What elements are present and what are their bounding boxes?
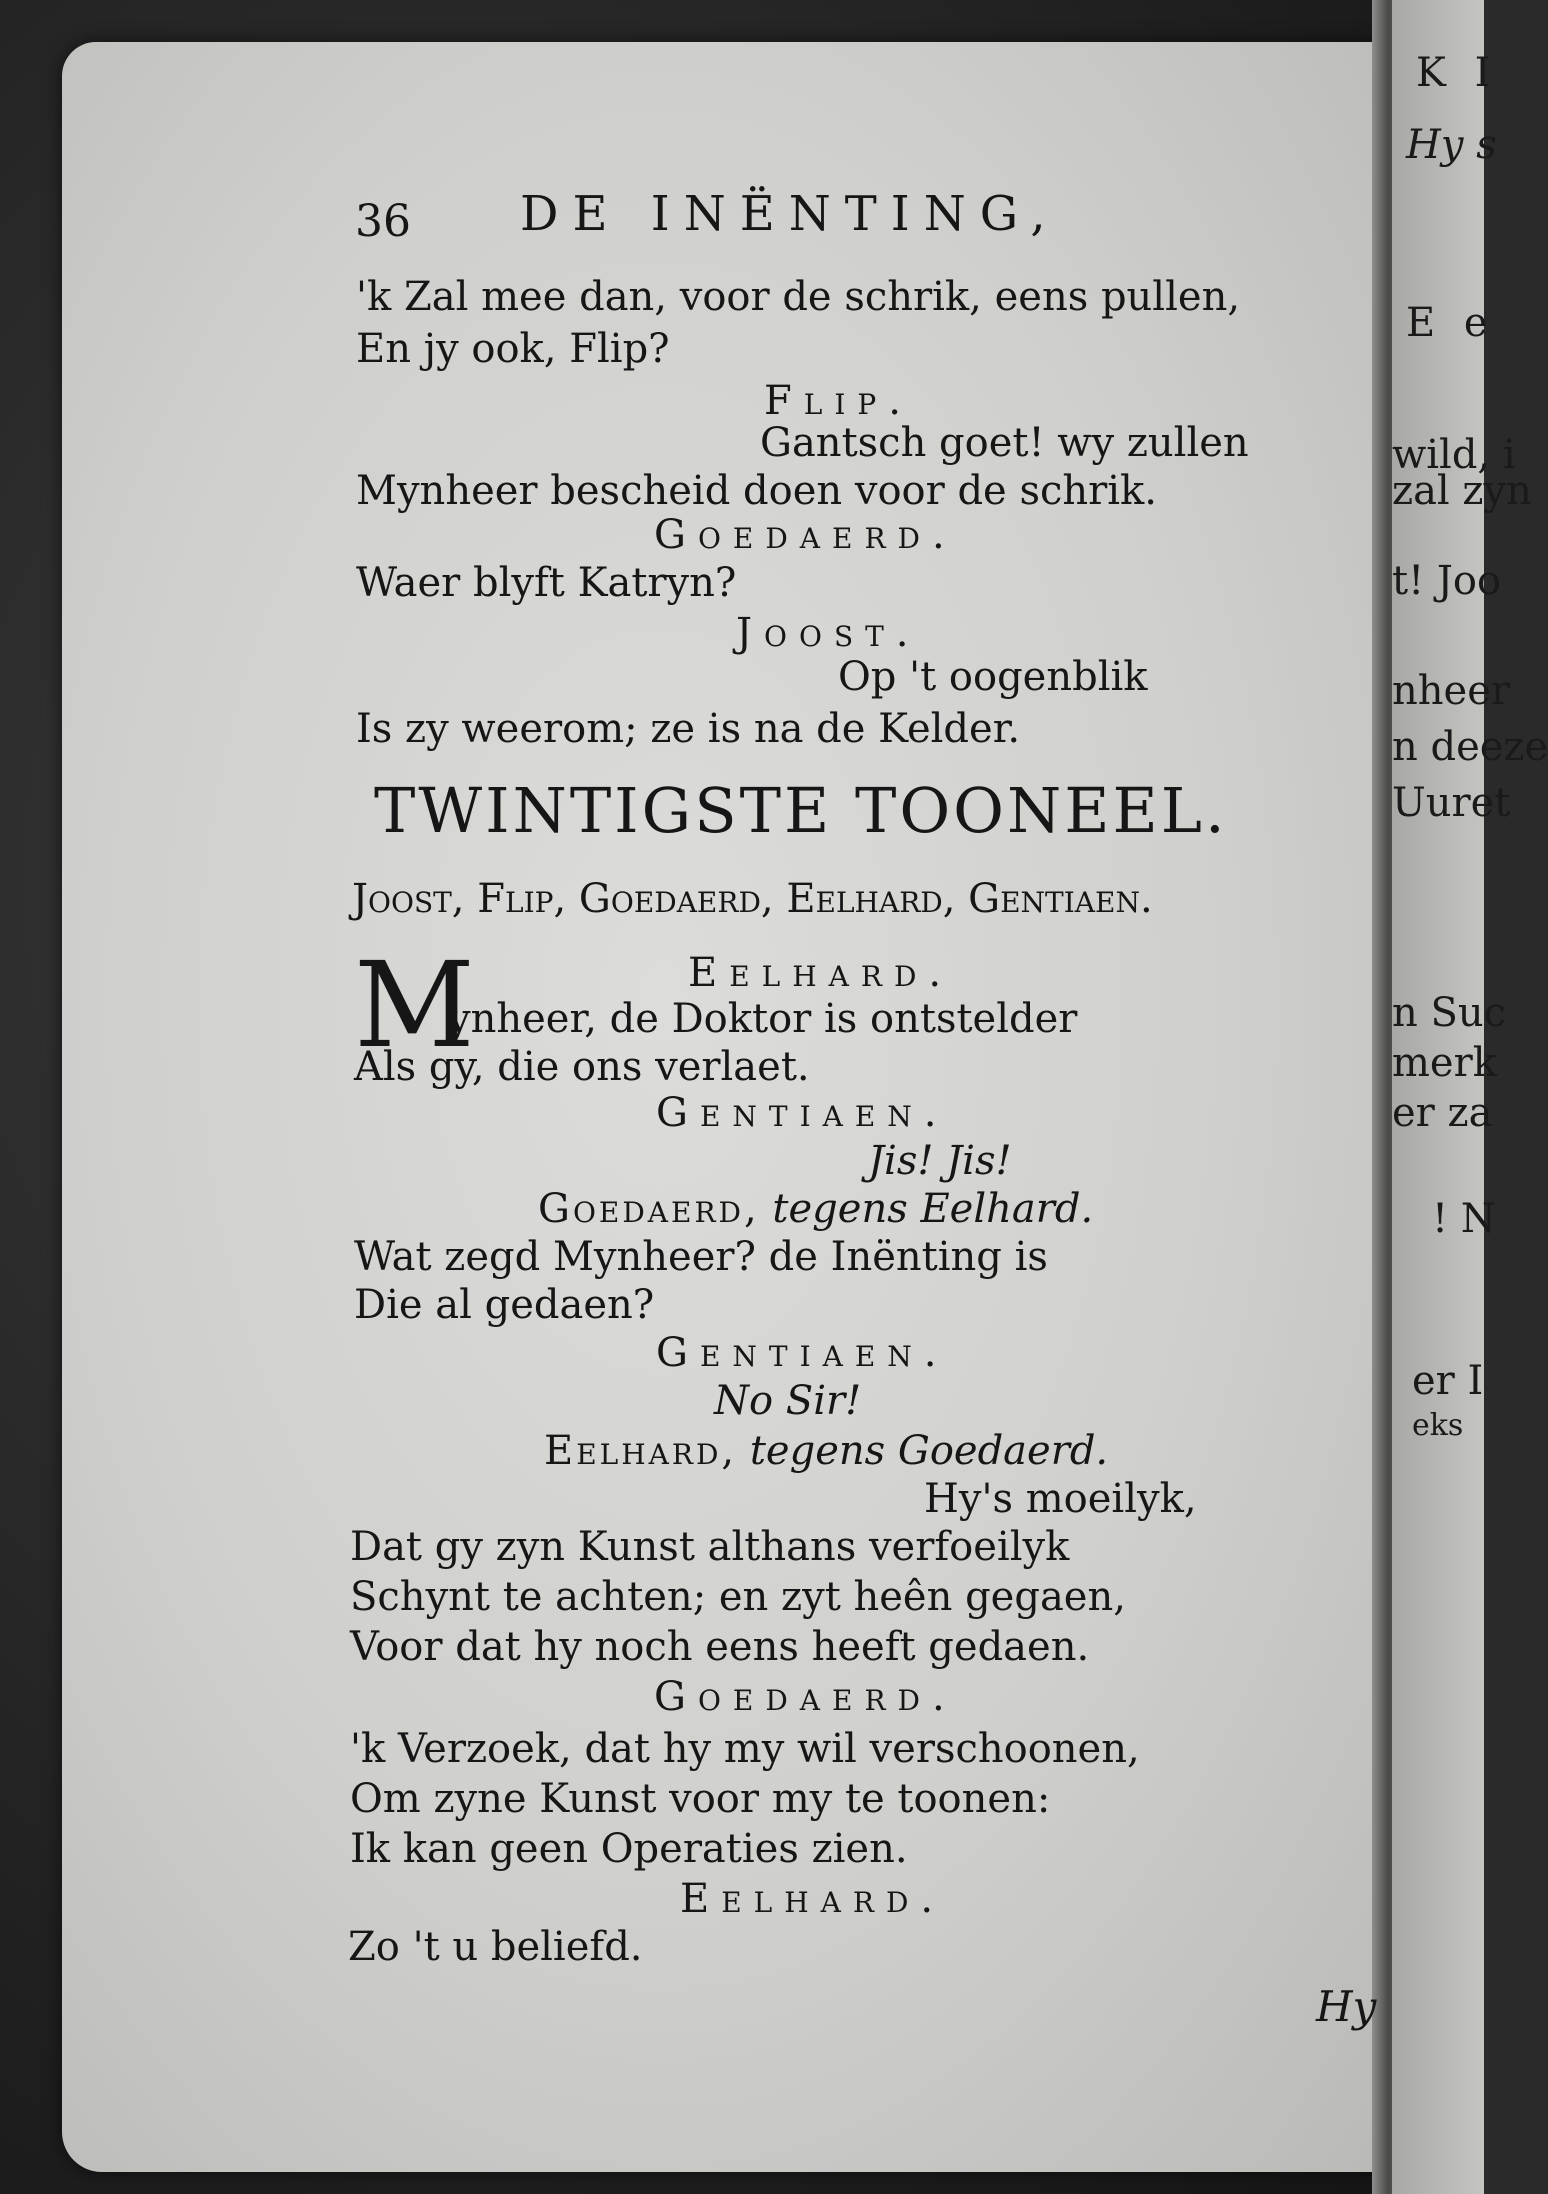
facing-text: ! N <box>1432 1196 1496 1242</box>
speaker-name: Eelhard. <box>688 950 954 996</box>
running-head: DE INËNTING, <box>520 186 1060 242</box>
drop-capital: M <box>354 936 475 1074</box>
verse-line: 'k Zal mee dan, voor de schrik, eens pullen, <box>356 274 1241 320</box>
facing-text: n deeze <box>1392 724 1548 770</box>
facing-text: er za <box>1392 1090 1493 1136</box>
verse-line: Zo 't u beliefd. <box>348 1924 643 1970</box>
verse-line: Gantsch goet! wy zullen <box>760 420 1249 466</box>
verse-line: No Sir! <box>714 1378 862 1424</box>
speaker-name: Eelhard. <box>680 1876 946 1922</box>
verse-line: Om zyne Kunst voor my te toonen: <box>350 1776 1051 1822</box>
facing-text: nheer <box>1392 668 1510 714</box>
verse-line: Wat zegd Mynheer? de Inënting is <box>354 1234 1048 1280</box>
verse-line: Voor dat hy noch eens heeft gedaen. <box>350 1624 1090 1670</box>
speaker-name: Eelhard, <box>544 1428 738 1474</box>
verse-line: Op 't oogenblik <box>838 654 1148 700</box>
facing-text: zal zyn <box>1392 468 1532 514</box>
verse-line: Is zy weerom; ze is na de Kelder. <box>356 706 1021 752</box>
verse-line: Waer blyft Katryn? <box>356 560 737 606</box>
page-number: 36 <box>355 196 411 247</box>
verse-line: En jy ook, Flip? <box>356 326 670 372</box>
facing-text: K I <box>1416 50 1499 96</box>
speaker-name: Gentiaen. <box>656 1330 949 1376</box>
verse-line: Dat gy zyn Kunst althans verfoeilyk <box>350 1524 1070 1570</box>
cast-list: Joost, Flip, Goedaerd, Eelhard, Gentiaen. <box>352 876 1153 922</box>
verse-line: Mynheer bescheid doen voor de schrik. <box>356 468 1157 514</box>
verse-line: Als gy, die ons verlaet. <box>354 1044 810 1090</box>
stage-direction: tegens Eelhard. <box>772 1186 1094 1232</box>
speaker-name: Gentiaen. <box>656 1090 949 1136</box>
speaker-name: Joost. <box>736 610 921 656</box>
facing-text: E e <box>1406 300 1496 346</box>
facing-text: er I <box>1412 1358 1484 1404</box>
verse-line: Jis! Jis! <box>868 1138 1012 1184</box>
stage-direction: tegens Goedaerd. <box>749 1428 1109 1474</box>
speaker-name: Flip. <box>764 378 913 424</box>
facing-text: n Suc <box>1392 990 1507 1036</box>
verse-line: ynheer, de Doktor is ontstelder <box>448 996 1078 1042</box>
speaker-direction <box>538 1186 1093 1232</box>
speaker-name: Goedaerd. <box>654 1674 957 1720</box>
facing-text: Uuret <box>1392 780 1511 826</box>
facing-text: wild, i <box>1392 432 1516 478</box>
catchword: Hy <box>1316 1982 1377 2031</box>
speaker-name: Goedaerd, <box>538 1186 760 1232</box>
verse-line: Ik kan geen Operaties zien. <box>350 1826 908 1872</box>
verse-line: 'k Verzoek, dat hy my wil verschoonen, <box>350 1726 1140 1772</box>
speaker-name: Goedaerd. <box>654 512 957 558</box>
verse-line: Die al gedaen? <box>354 1282 655 1328</box>
facing-text: merk <box>1392 1040 1497 1086</box>
facing-text: eks <box>1412 1408 1464 1443</box>
facing-text: t! Joo <box>1392 558 1502 604</box>
scene-title: TWINTIGSTE TOONEEL. <box>374 774 1228 847</box>
verse-line: Schynt te achten; en zyt heên gegaen, <box>350 1574 1126 1620</box>
speaker-direction <box>544 1428 1108 1474</box>
facing-text: Hy s <box>1406 122 1497 168</box>
verse-line: Hy's moeilyk, <box>924 1476 1197 1522</box>
